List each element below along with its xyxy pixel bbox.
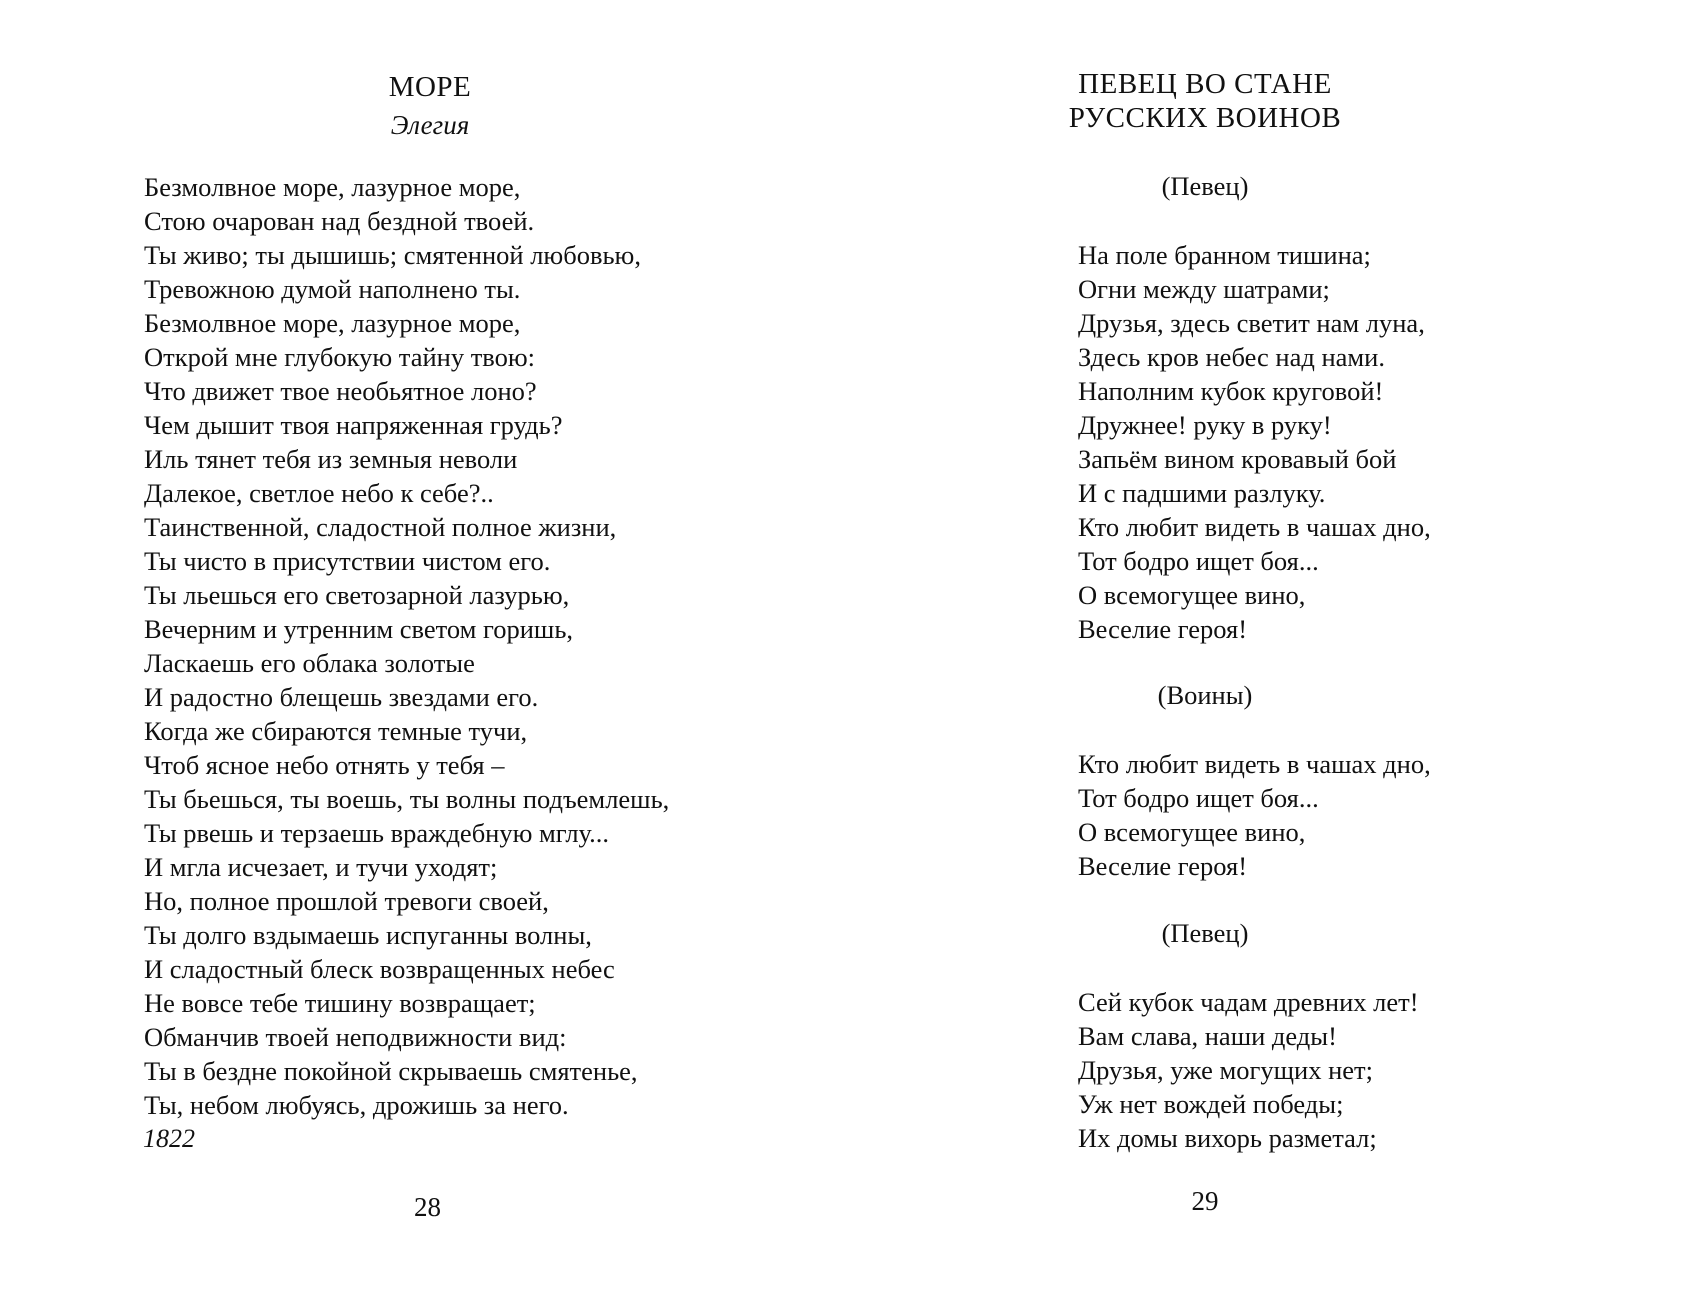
verse-line: Друзья, уже могущих нет; [1078, 1055, 1373, 1085]
verse-line: И с падшими разлуку. [1078, 478, 1326, 508]
verse-line: Тот бодро ищет боя... [1078, 546, 1319, 576]
verse-line: Огни между шатрами; [1078, 274, 1330, 304]
verse-line: Вам слава, наши деды! [1078, 1021, 1337, 1051]
verse-line: Веселие героя! [1078, 851, 1248, 881]
verse-line: И сладостный блеск возвращенных небес [144, 954, 615, 984]
verse-line: Таинственной, сладостной полное жизни, [144, 512, 617, 542]
poem-date: 1822 [143, 1124, 195, 1153]
poem-title-line-1: ПЕВЕЦ ВО СТАНЕ [1078, 68, 1332, 100]
verse-line: Уж нет вождей победы; [1078, 1089, 1344, 1119]
verse-line: Кто любит видеть в чашах дно, [1078, 749, 1431, 779]
speaker-label: (Певец) [1161, 918, 1249, 948]
verse-line: Сей кубок чадам древних лет! [1078, 987, 1419, 1017]
verse-line: Кто любит видеть в чашах дно, [1078, 512, 1431, 542]
page-number-left: 28 [414, 1192, 441, 1222]
verse-line: Дружнее! руку в руку! [1078, 410, 1332, 440]
verse-line: Друзья, здесь светит нам луна, [1078, 308, 1425, 338]
verse-line: Ты чисто в присутствии чистом его. [144, 546, 551, 576]
verse-line: Ты рвешь и терзаешь враждебную мглу... [144, 818, 610, 848]
poem-verse [144, 170, 669, 1122]
poem-title-line-2: РУССКИХ ВОИНОВ [1068, 102, 1342, 134]
verse-line: Что движет твое необьятное лоно? [144, 376, 537, 406]
verse-line: Стою очарован над бездной твоей. [144, 206, 535, 236]
poem-title: МОРЕ [388, 71, 472, 103]
verse-line: На поле бранном тишина; [1078, 240, 1371, 270]
verse-line: О всемогущее вино, [1078, 817, 1306, 847]
verse-line: Запьём вином кровавый бой [1078, 444, 1397, 474]
verse-line: Когда же сбираются темные тучи, [144, 716, 528, 746]
right-page [850, 0, 1695, 1302]
verse-line: Не вовсе тебе тишину возвращает; [144, 988, 536, 1018]
verse-line: Далекое, светлое небо к себе?.. [144, 478, 494, 508]
verse-line: Ты, небом любуясь, дрожишь за него. [144, 1090, 569, 1120]
verse-line: Ты долго вздымаешь испуганны волны, [144, 920, 592, 950]
verse-line: И мгла исчезает, и тучи уходят; [144, 852, 498, 882]
verse-line: О всемогущее вино, [1078, 580, 1306, 610]
verse-line: Чем дышит твоя напряженная грудь? [144, 410, 563, 440]
verse-line: Их домы вихорь разметал; [1078, 1123, 1377, 1153]
verse-line: Ты бьешься, ты воешь, ты волны подъемлешь, [144, 784, 670, 814]
verse-line: Здесь кров небес над нами. [1078, 342, 1385, 372]
page-number-right: 29 [1191, 1186, 1219, 1216]
verse-line: Ты льешься его светозарной лазурью, [144, 580, 570, 610]
verse-line: Ты живо; ты дышишь; смятенной любовью, [144, 240, 641, 270]
verse-line: Открой мне глубокую тайну твою: [144, 342, 536, 372]
verse-line: Безмолвное море, лазурное море, [144, 308, 521, 338]
verse-line: Наполним кубок круговой! [1078, 376, 1384, 406]
poem-subtitle: Элегия [390, 110, 470, 140]
speaker-label: (Певец) [1161, 171, 1249, 201]
verse-line: Иль тянет тебя из земныя неволи [144, 444, 518, 474]
verse-line: Чтоб ясное небо отнять у тебя – [144, 750, 505, 780]
verse-line: Ты в бездне покойной скрываешь смятенье, [144, 1056, 638, 1086]
verse-line: Но, полное прошлой тревоги своей, [144, 886, 549, 916]
stanza [1078, 985, 1419, 1155]
verse-line: Обманчив твоей неподвижности вид: [144, 1022, 567, 1052]
verse-line: Ласкаешь его облака золотые [144, 648, 475, 678]
speaker-label: (Воины) [1157, 680, 1253, 710]
stanza [1078, 238, 1431, 646]
verse-line: Тревожною думой наполнено ты. [144, 274, 521, 304]
verse-line: Безмолвное море, лазурное море, [144, 172, 521, 202]
verse-line: Веселие героя! [1078, 614, 1248, 644]
verse-line: И радостно блещешь звездами его. [144, 682, 539, 712]
stanza [1078, 747, 1431, 883]
verse-line: Вечерним и утренним светом горишь, [144, 614, 574, 644]
verse-line: Тот бодро ищет боя... [1078, 783, 1319, 813]
